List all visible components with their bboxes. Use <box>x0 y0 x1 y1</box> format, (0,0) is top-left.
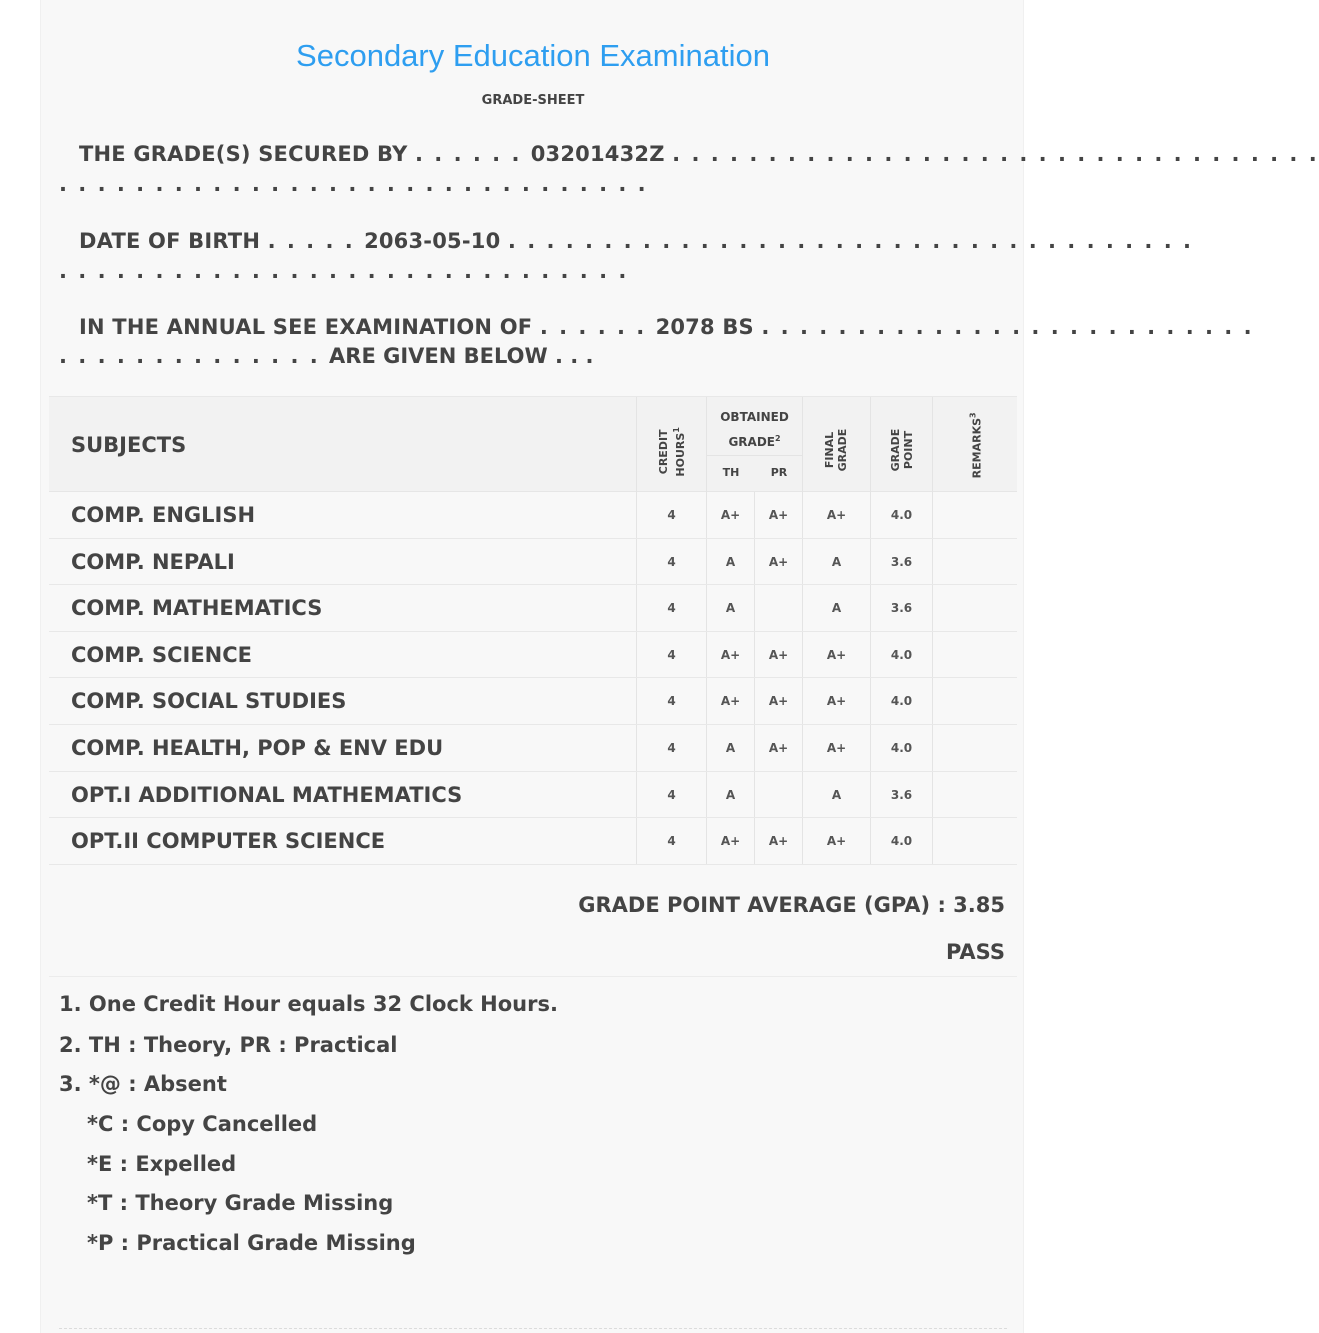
final-grade-cell: A <box>802 772 870 818</box>
header-final-text-2: GRADE <box>836 428 849 472</box>
symbol-number: 03201432Z <box>530 142 665 166</box>
dot-leader: . . . . . <box>267 229 365 253</box>
header-grade-text: GRADE$^2$ <box>728 434 781 449</box>
dot-leader-line: . . . . . . . . . . . . . . . . . . . . . . . . . . . . . . <box>59 259 629 283</box>
header-obtained-text: OBTAINED <box>720 410 789 424</box>
final-grade-cell: A+ <box>802 725 870 771</box>
grade-sheet <box>40 0 1319 1333</box>
table-row <box>49 632 1017 679</box>
table-row <box>49 818 1017 865</box>
header-grade-point <box>870 397 932 493</box>
divider <box>49 976 1017 977</box>
pr-grade-cell: A+ <box>754 725 802 771</box>
header-pr: PR <box>770 466 788 479</box>
table-body <box>49 492 1017 865</box>
dob-label: DATE OF BIRTH <box>79 229 261 253</box>
table-row <box>49 585 1017 632</box>
credit-hours-cell: 4 <box>636 772 706 818</box>
bottom-divider <box>59 1328 1007 1329</box>
dob-line <box>79 229 1193 253</box>
note-1: 1. One Credit Hour equals 32 Clock Hours. <box>59 992 558 1016</box>
final-grade-cell: A+ <box>802 632 870 678</box>
grade-point-cell: 3.6 <box>870 772 932 818</box>
note-practical-missing: *P : Practical Grade Missing <box>87 1231 416 1255</box>
remarks-cell <box>932 818 1017 864</box>
gpa-value: 3.85 <box>953 893 1005 917</box>
header-gp-text-2: POINT <box>902 430 915 470</box>
grade-point-cell: 4.0 <box>870 678 932 724</box>
final-grade-cell: A+ <box>802 678 870 724</box>
pr-grade-cell: A+ <box>754 492 802 538</box>
header-credit-text-1: CREDIT <box>657 429 671 475</box>
remarks-cell <box>932 772 1017 818</box>
dot-leader: . . . . . . . . . . . . . . . . . . . . . . . . . . <box>761 315 1254 339</box>
gpa-line <box>578 893 1005 917</box>
header-subjects: SUBJECTS <box>71 433 187 457</box>
exam-year: 2078 BS <box>655 315 754 339</box>
given-below-line: . . . . . . . . . . . . . . ARE GIVEN BELOW . . . <box>59 344 594 368</box>
pr-grade-cell <box>754 585 802 631</box>
table-row <box>49 492 1017 539</box>
page-title: Secondary Education Examination <box>296 38 770 73</box>
result-status: PASS <box>945 940 1005 964</box>
header-final-grade <box>802 397 870 493</box>
secured-by-label: THE GRADE(S) SECURED BY <box>79 142 408 166</box>
remarks-cell <box>932 678 1017 724</box>
header-gp-text-1: GRADE <box>889 428 902 472</box>
header-final-text-1: FINAL <box>823 431 836 469</box>
remarks-cell <box>932 632 1017 678</box>
header-credit-text-2: HOURS$^1$ <box>672 427 687 477</box>
grade-point-cell: 4.0 <box>870 632 932 678</box>
note-2: 2. TH : Theory, PR : Practical <box>59 1033 398 1057</box>
grade-point-cell: 3.6 <box>870 585 932 631</box>
subject-name: COMP. MATHEMATICS <box>71 596 323 621</box>
pr-grade-cell: A+ <box>754 678 802 724</box>
final-grade-cell: A <box>802 539 870 585</box>
grade-point-cell: 3.6 <box>870 539 932 585</box>
pr-grade-cell: A+ <box>754 632 802 678</box>
table-row <box>49 678 1017 725</box>
credit-hours-cell: 4 <box>636 492 706 538</box>
th-grade-cell: A <box>706 772 754 818</box>
pr-grade-cell <box>754 772 802 818</box>
header-remarks-text: REMARKS$^3$ <box>968 412 984 479</box>
note-expelled: *E : Expelled <box>87 1152 237 1176</box>
note-3: 3. *@ : Absent <box>59 1072 227 1096</box>
given-below-text: ARE GIVEN BELOW . . . <box>329 344 594 368</box>
th-grade-cell: A <box>706 539 754 585</box>
table-header <box>49 396 1017 492</box>
date-of-birth: 2063-05-10 <box>364 229 501 253</box>
th-grade-cell: A <box>706 725 754 771</box>
final-grade-cell: A+ <box>802 818 870 864</box>
exam-line <box>79 315 1254 339</box>
subject-name: OPT.I ADDITIONAL MATHEMATICS <box>71 782 463 807</box>
th-grade-cell: A+ <box>706 678 754 724</box>
exam-label: IN THE ANNUAL SEE EXAMINATION OF <box>79 315 533 339</box>
note-theory-missing: *T : Theory Grade Missing <box>87 1191 394 1215</box>
th-grade-cell: A+ <box>706 818 754 864</box>
subject-name: COMP. SCIENCE <box>71 642 253 667</box>
credit-hours-cell: 4 <box>636 585 706 631</box>
th-grade-cell: A+ <box>706 632 754 678</box>
subject-name: COMP. ENGLISH <box>71 503 256 527</box>
pr-grade-cell: A+ <box>754 818 802 864</box>
credit-hours-cell: 4 <box>636 725 706 771</box>
dot-leader: . . . . . . <box>539 315 656 339</box>
table-row <box>49 772 1017 819</box>
subject-name: COMP. SOCIAL STUDIES <box>71 689 347 714</box>
grade-point-cell: 4.0 <box>870 725 932 771</box>
th-grade-cell: A+ <box>706 492 754 538</box>
header-obtained-grade <box>706 397 802 493</box>
final-grade-cell: A <box>802 585 870 631</box>
remarks-cell <box>932 725 1017 771</box>
dot-leader: . . . . . . <box>415 142 531 166</box>
pr-grade-cell: A+ <box>754 539 802 585</box>
credit-hours-cell: 4 <box>636 632 706 678</box>
subject-name: OPT.II COMPUTER SCIENCE <box>71 829 386 854</box>
table-row <box>49 539 1017 586</box>
gpa-label: GRADE POINT AVERAGE (GPA) : <box>578 893 946 917</box>
dot-leader: . . . . . . . . . . . . . . . . . . . . . . . . . . . . . . . . . . . . <box>507 229 1193 253</box>
dot-leader: . . . . . . . . . . . . . . . . . . . . . . . . . . . . . . . . . . <box>672 142 1319 166</box>
credit-hours-cell: 4 <box>636 678 706 724</box>
grade-point-cell: 4.0 <box>870 818 932 864</box>
grades-table <box>49 396 1017 865</box>
remarks-cell <box>932 539 1017 585</box>
header-remarks <box>932 397 1017 493</box>
final-grade-cell: A+ <box>802 492 870 538</box>
header-th: TH <box>722 466 740 479</box>
credit-hours-cell: 4 <box>636 539 706 585</box>
remarks-cell <box>932 492 1017 538</box>
credit-hours-cell: 4 <box>636 818 706 864</box>
page-subtitle: GRADE-SHEET <box>481 93 585 108</box>
note-copy-cancelled: *C : Copy Cancelled <box>87 1112 318 1136</box>
secured-by-line <box>79 142 1319 166</box>
subject-name: COMP. HEALTH, POP & ENV EDU <box>71 735 444 760</box>
subject-name: COMP. NEPALI <box>71 549 235 574</box>
header-credit-hours <box>636 397 706 493</box>
remarks-cell <box>932 585 1017 631</box>
table-row <box>49 725 1017 772</box>
dot-leader-line: . . . . . . . . . . . . . . . . . . . . . . . . . . . . . . . <box>59 172 648 196</box>
grade-point-cell: 4.0 <box>870 492 932 538</box>
th-grade-cell: A <box>706 585 754 631</box>
